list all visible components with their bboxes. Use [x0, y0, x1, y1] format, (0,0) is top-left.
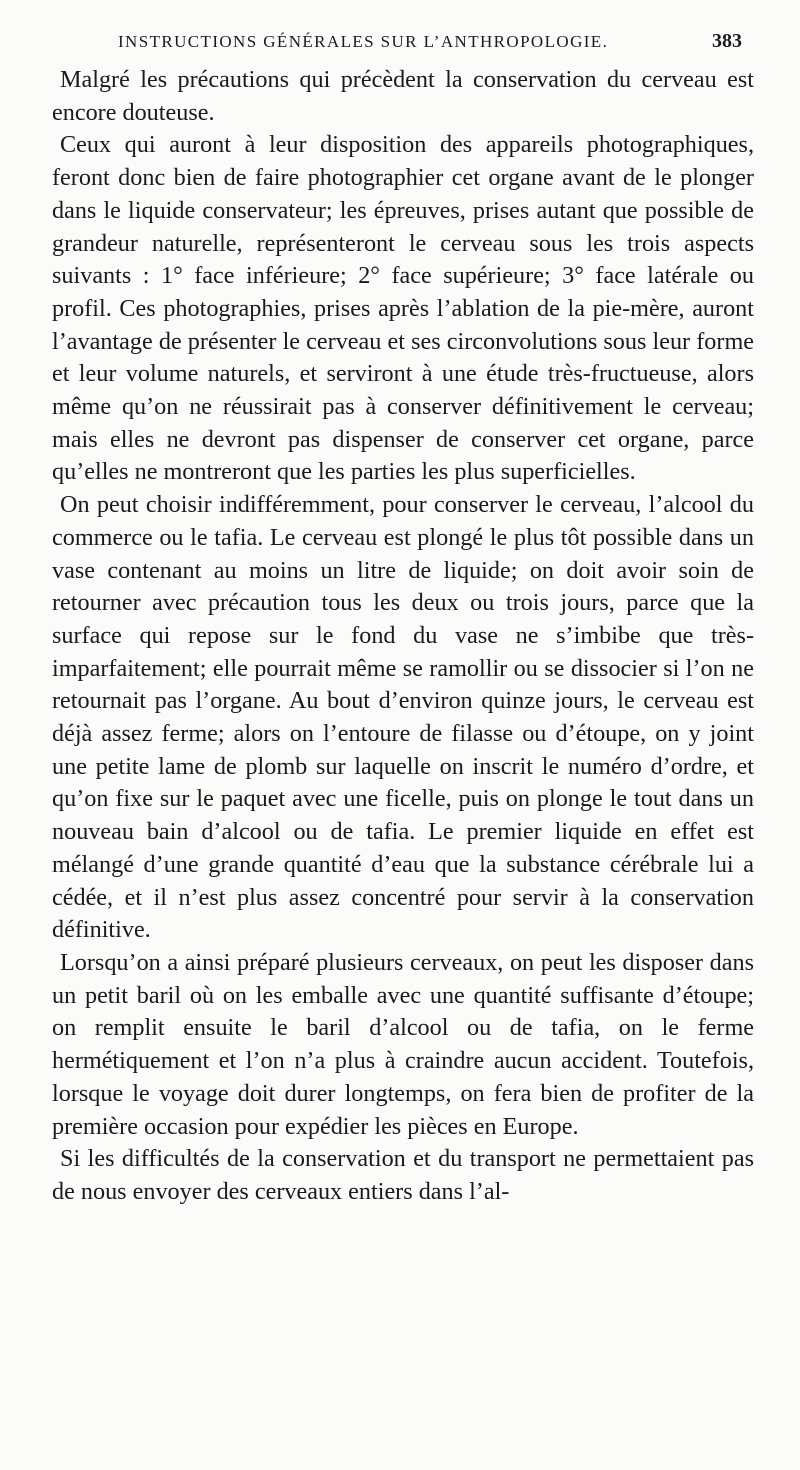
paragraph: Malgré les précautions qui précèdent la conservation du cerveau est encore douteuse.: [52, 66, 754, 126]
paragraph: Ceux qui auront à leur disposition des appareils photographiques, feront donc bien de faire photographier cet organe avant de le plonger dans le liquide conservateur; les épreuves, prises autant que possible de grandeur naturelle, représenteront le cerveau sous les trois aspects suivants : 1° face inférieure; 2° face supérieure; 3° face latérale ou profil. Ces photographies, prises après l’ablation de la pie-mère, auront l’avantage de présenter le cerveau et ses circonvolutions sous leur forme et leur volume naturels, et serviront à une étude très-fructueuse, alors même qu’on ne réussirait pas à conserver définitivement le cerveau; mais elles ne devront pas dispenser de conserver cet organe, parce qu’elles ne montreront que les parties les plus superficielles.: [52, 131, 754, 486]
paragraph: Si les difficultés de la conservation et du transport ne permettaient pas de nous envoyer des cerveaux entiers dans l’al-: [52, 1145, 754, 1205]
paragraph: On peut choisir indifféremment, pour conserver le cerveau, l’alcool du commerce ou le tafia. Le cerveau est plongé le plus tôt possible dans un vase contenant au moins un litre de liquide; on doit avoir soin de retourner avec précaution tous les deux ou trois jours, parce que la surface qui repose sur le fond du vase ne s’imbibe que très-imparfaitement; elle pourrait même se ramollir ou se dissocier si l’on ne retournait pas l’organe. Au bout d’environ quinze jours, le cerveau est déjà assez ferme; alors on l’entoure de filasse ou d’étoupe, on y joint une petite lame de plomb sur laquelle on inscrit le numéro d’ordre, et qu’on fixe sur le paquet avec une ficelle, puis on plonge le tout dans un nouveau bain d’alcool ou de tafia. Le premier liquide en effet est mélangé d’une grande quantité d’eau que la substance cérébrale lui a cédée, et il n’est plus assez concentré pour servir à la conservation définitive.: [52, 491, 754, 944]
page-number: 383: [712, 30, 742, 52]
running-head: [118, 30, 742, 60]
paragraph: Lorsqu’on a ainsi préparé plusieurs cerveaux, on peut les disposer dans un petit baril où on les emballe avec une quantité suffisante d’étoupe; on remplit ensuite le baril d’alcool ou de tafia, on le ferme hermétiquement et l’on n’a plus à craindre aucun accident. Toutefois, lorsque le voyage doit durer longtemps, on fera bien de profiter de la première occasion pour expédier les pièces en Europe.: [52, 948, 754, 1140]
running-title: INSTRUCTIONS GÉNÉRALES SUR L’ANTHROPOLOGIE.: [118, 32, 609, 51]
body-text: [52, 64, 754, 1209]
